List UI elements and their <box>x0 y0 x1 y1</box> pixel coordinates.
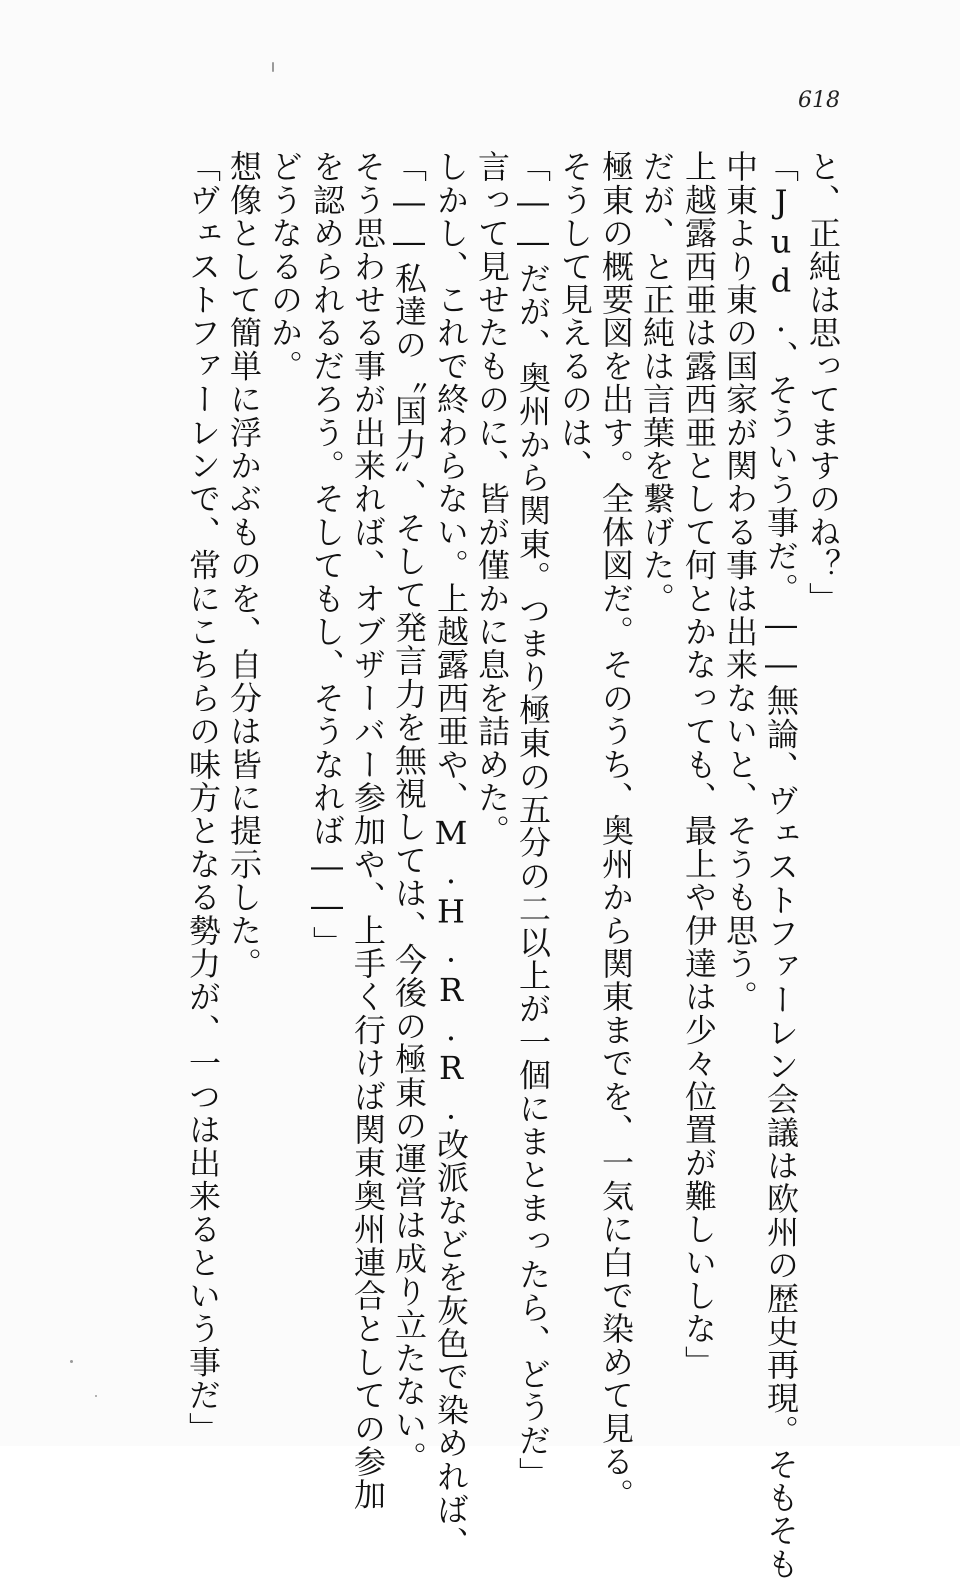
text-line-2: 「Jud.、そういう事だ。――無論、ヴェストファーレン会議は欧州の歴史再現。そもそも <box>762 150 800 1580</box>
text-line-4: 上越露西亜は露西亜として何とかなっても、最上や伊達は少々位置が難しいしな」 <box>680 150 718 1379</box>
scan-speck <box>70 1360 73 1363</box>
text-line-12: そう思わせる事が出来れば、オブザーバー参加や、上手く行けば関東奥州連合としての参加 <box>349 150 387 1512</box>
text-line-15: 想像として簡単に浮かぶものを、自分は皆に提示した。 <box>225 150 263 980</box>
text-line-5: だが、と正純は言葉を繋げた。 <box>638 150 676 615</box>
text-line-9: 言って見せたものに、皆が僅かに息を詰めた。 <box>473 150 511 848</box>
text-line-7: そうして見えるのは、 <box>556 150 594 482</box>
text-line-1: と、正純は思ってますのね？」 <box>804 150 842 615</box>
text-line-3: 中東より東の国家が関わる事は出来ないと、そうも思う。 <box>721 150 759 1014</box>
text-line-10: しかし、これで終わらない。上越露西亜や、M.H.R.R.改派などを灰色で染めれば、 <box>432 150 470 1560</box>
text-line-16: 「ヴェストファーレンで、常にこちらの味方となる勢力が、一つは出来るという事だ」 <box>184 150 222 1445</box>
text-line-13: を認められるだろう。そしてもし、そうなれば――」 <box>308 150 346 959</box>
page-number: 618 <box>798 88 840 113</box>
text-line-11: 「――私達の〝国力〟、そして発言力を無視しては、今後の極東の運営は成り立たない。 <box>390 150 428 1474</box>
text-line-14: どうなるのか。 <box>266 150 304 383</box>
text-line-8: 「――だが、奥州から関東。つまり極東の五分の二以上が一個にまとまったら、どうだ」 <box>514 150 552 1490</box>
scan-speck <box>272 62 274 72</box>
scan-speck <box>95 1395 97 1397</box>
text-line-6: 極東の概要図を出す。全体図だ。そのうち、奥州から関東までを、一気に白で染めて見る。 <box>597 150 635 1512</box>
